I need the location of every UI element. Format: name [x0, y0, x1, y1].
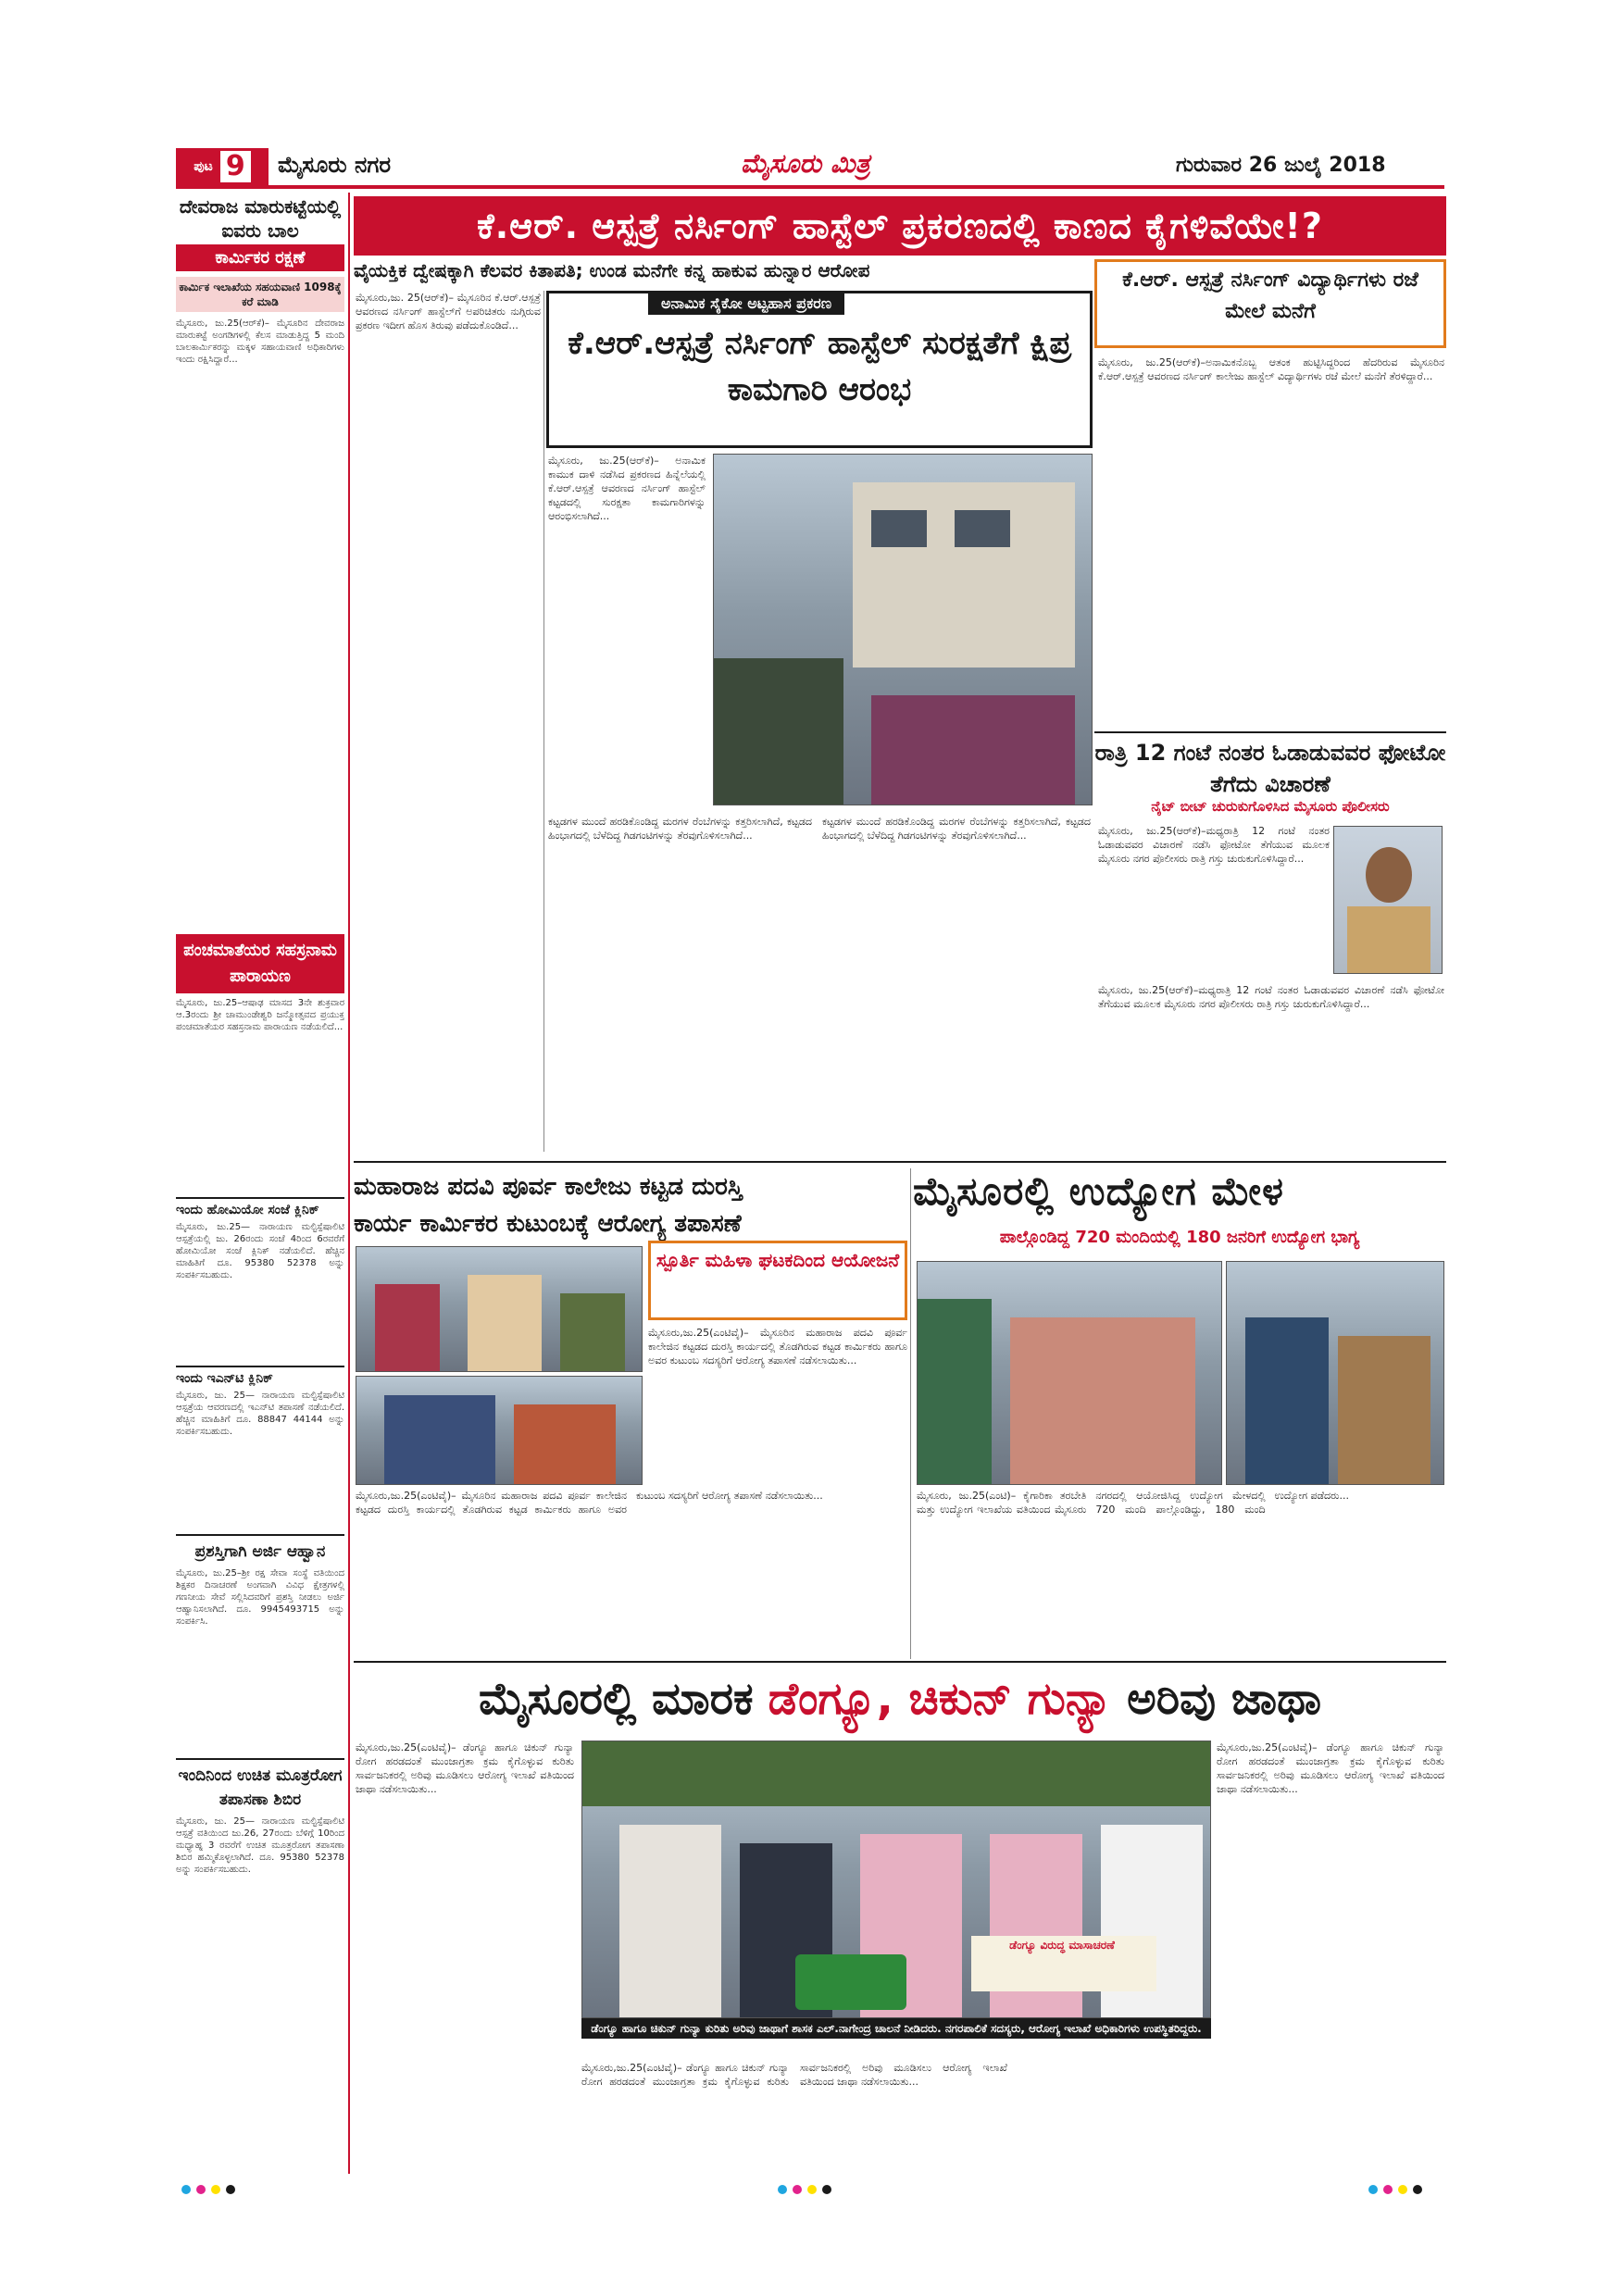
- section-rule: [1094, 731, 1446, 733]
- dengue-title-c: ಅರಿವು ಜಾಥಾ: [1127, 1672, 1322, 1725]
- left-story-3-title: ಇಂದು ಹೋಮಿಯೋ ಸಂಜೆ ಕ್ಲಿನಿಕ್: [176, 1197, 344, 1217]
- job-story-strap: ಪಾಲ್ಗೊಂಡಿದ್ದ 720 ಮಂದಿಯಲ್ಲಿ 180 ಜನರಿಗೆ ಉದ್ಯೋಗ ಭಾಗ್ಯ: [999, 1228, 1360, 1247]
- color-registration-dots: [1368, 2185, 1422, 2194]
- page-badge: [176, 148, 269, 185]
- dengue-title-b: ಡೆಂಗ್ಯೂ, ಚಿಕುನ್ ಗುನ್ಯಾ: [768, 1672, 1113, 1725]
- left-story-3-body: ಮೈಸೂರು, ಜು.25— ನಾರಾಯಣ ಮಲ್ಟಿಸ್ಪೆಷಾಲಿಟಿ ಆಸ್ಪತ್ರೆಯಲ್ಲಿ ಜು. 26ರಂದು ಸಂಜೆ 4ರಿಂದ 6ರವರೆಗೆ ಹೋಮಿಯೋ ಸಂಜೆ ಕ್ಲಿನಿಕ್ ನಡೆಯಲಿದೆ. ಹೆಚ್ಚಿನ ಮಾಹಿತಿಗೆ ದೂ. 95380 52378 ಅನ್ನು ಸಂಪರ್ಕಿಸಬಹುದು.: [176, 1222, 344, 1280]
- dengue-body-col3: ಮೈಸೂರು,ಜು.25(ಎಂಟಿವೈ)– ಡೆಂಗ್ಯೂ ಹಾಗೂ ಚಿಕುನ್ ಗುನ್ಯಾ ರೋಗ ಹರಡದಂತೆ ಮುಂಜಾಗ್ರತಾ ಕ್ರಮ ಕೈಗೊಳ್ಳುವ ಕುರಿತು ಸಾರ್ವಜನಿಕರಲ್ಲಿ ಅರಿವು ಮೂಡಿಸಲು ಆರೋಗ್ಯ ಇಲಾಖೆ ವತಿಯಿಂದ ಜಾಥಾ ನಡೆಸಲಾಯಿತು...: [1217, 1741, 1444, 1795]
- night-story-title: ರಾತ್ರಿ 12 ಗಂಟೆ ನಂತರ ಓಡಾಡುವವರ ಫೋಟೋ ತೆಗೆದು ವಿಚಾರಣೆ: [1094, 740, 1446, 797]
- dengue-title-a: ಮೈಸೂರಲ್ಲಿ ಮಾರಕ: [478, 1672, 754, 1725]
- newspaper-logo: ಮೈಸೂರು ಮಿತ್ರ: [741, 148, 870, 179]
- right-story-title: ಕೆ.ಆರ್. ಆಸ್ಪತ್ರೆ ನರ್ಸಿಂಗ್ ವಿದ್ಯಾರ್ಥಿಗಳು ರಜೆ ಮೇಲೆ ಮನೆಗೆ: [1122, 268, 1418, 323]
- hostel-photo: [713, 454, 1093, 805]
- issue-date: ಗುರುವಾರ 26 ಜುಲೈ 2018: [1176, 154, 1386, 177]
- night-story-body-b: ಮೈಸೂರು, ಜು.25(ಆರ್‌ಕೆ)–ಮಧ್ಯರಾತ್ರಿ 12 ಗಂಟೆ ನಂತರ ಓಡಾಡುವವರ ವಿಚಾರಣೆ ನಡೆಸಿ ಫೋಟೋ ತೆಗೆಯುವ ಮೂಲಕ ಮೈಸೂರು ನಗರ ಪೊಲೀಸರು ರಾತ್ರಿ ಗಸ್ತು ಚುರುಕುಗೊಳಿಸಿದ್ದಾರೆ...: [1098, 984, 1444, 1010]
- college-body-b: ಮೈಸೂರು,ಜು.25(ಎಂಟಿವೈ)– ಮೈಸೂರಿನ ಮಹಾರಾಜ ಪದವಿ ಪೂರ್ವ ಕಾಲೇಜಿನ ಕಟ್ಟಡದ ದುರಸ್ತಿ ಕಾರ್ಯದಲ್ಲಿ ತೊಡಗಿರುವ ಕಟ್ಟಡ ಕಾರ್ಮಿಕರು ಹಾಗೂ ಅವರ ಕುಟುಂಬ ಸದಸ್ಯರಿಗೆ ಆರೋಗ್ಯ ತಪಾಸಣೆ ನಡೆಸಲಾಯಿತು...: [356, 1490, 823, 1516]
- band-rule: [354, 1661, 1446, 1663]
- college-title-line2: ಕಾರ್ಯ ಕಾರ್ಮಿಕರ ಕುಟುಂಬಕ್ಕೆ ಆರೋಗ್ಯ ತಪಾಸಣೆ: [354, 1210, 742, 1238]
- rally-photo-caption: ಡೆಂಗ್ಯೂ ಹಾಗೂ ಚಿಕುನ್ ಗುನ್ಯಾ ಕುರಿತು ಅರಿವು ಜಾಥಾಗೆ ಶಾಸಕ ಎಲ್.ನಾಗೇಂದ್ರ ಚಾಲನೆ ನೀಡಿದರು. ನಗರಪಾಲಿಕೆ ಸದಸ್ಯರು, ಆರೋಗ್ಯ ಇಲಾಖೆ ಅಧಿಕಾರಿಗಳು ಉಪಸ್ಥಿತರಿದ್ದರು.: [581, 2018, 1211, 2039]
- lead-body-col4: ಕಟ್ಟಡಗಳ ಮುಂದೆ ಹರಡಿಕೊಂಡಿದ್ದ ಮರಗಳ ರೆಂಬೆಗಳನ್ನು ಕತ್ತರಿಸಲಾಗಿದೆ, ಕಟ್ಟಡದ ಹಿಂಭಾಗದಲ್ಲಿ ಬೆಳೆದಿದ್ದ ಗಿಡಗಂಟಿಗಳನ್ನು ತೆರವುಗೊಳಿಸಲಾಗಿದೆ...: [822, 816, 1091, 842]
- rally-photo: [581, 1741, 1211, 2018]
- college-title-line1: ಮಹಾರಾಜ ಪದವಿ ಪೂರ್ವ ಕಾಲೇಜು ಕಟ್ಟಡ ದುರಸ್ತಿ: [354, 1173, 743, 1201]
- job-fair-photo-2: [1226, 1261, 1444, 1485]
- left-story-1-title: ದೇವರಾಜ ಮಾರುಕಟ್ಟೆಯಲ್ಲಿ ಐವರು ಬಾಲ: [179, 195, 342, 242]
- dengue-story-title: [354, 1666, 1446, 1731]
- night-story-strap: ನೈಟ್ ಬೀಟ್ ಚುರುಕುಗೊಳಿಸಿದ ಮೈಸೂರು ಪೊಲೀಸರು: [1151, 798, 1390, 815]
- left-story-6-body: ಮೈಸೂರು, ಜು. 25— ನಾರಾಯಣ ಮಲ್ಟಿಸ್ಪೆಷಾಲಿಟಿ ಆಸ್ಪತ್ರೆ ವತಿಯಿಂದ ಜು.26, 27ರಂದು ಬೆಳಿಗ್ಗೆ 10ರಿಂದ ಮಧ್ಯಾಹ್ನ 3 ರವರೆಗೆ ಉಚಿತ ಮೂತ್ರರೋಗ ತಪಾಸಣಾ ಶಿಬಿರ ಹಮ್ಮಿಕೊಳ್ಳಲಾಗಿದೆ. ದೂ. 95380 52378 ಅನ್ನು ಸಂಪರ್ಕಿಸಬಹುದು.: [176, 1816, 344, 1875]
- left-story-5-body: ಮೈಸೂರು, ಜು.25–ಶ್ರೀ ರಕ್ಷ ಸೇವಾ ಸಂಸ್ಥೆ ವತಿಯಿಂದ ಶಿಕ್ಷಕರ ದಿನಾಚರಣೆ ಅಂಗವಾಗಿ ವಿವಿಧ ಕ್ಷೇತ್ರಗಳಲ್ಲಿ ಗಣನೀಯ ಸೇವೆ ಸಲ್ಲಿಸಿದವರಿಗೆ ಪ್ರಶಸ್ತಿ ನೀಡಲು ಅರ್ಜಿ ಆಹ್ವಾನಿಸಲಾಗಿದೆ. ದೂ. 9945493715 ಅನ್ನು ಸಂಪರ್ಕಿಸಿ.: [176, 1568, 344, 1627]
- inner-box-kicker: ಅನಾಮಿಕ ಸೈಕೋ ಅಟ್ಟಹಾಸ ಪ್ರಕರಣ: [648, 293, 844, 315]
- left-story-4-title: ಇಂದು ಇಎನ್‌ಟಿ ಕ್ಲಿನಿಕ್: [176, 1366, 344, 1386]
- left-story-5-title: ಪ್ರಶಸ್ತಿಗಾಗಿ ಅರ್ಜಿ ಆಹ್ವಾನ: [176, 1534, 344, 1564]
- job-fair-photo-1: [917, 1261, 1222, 1485]
- officer-portrait: [1333, 826, 1443, 974]
- job-story-body: ಮೈಸೂರು, ಜು.25(ಎಂಟಿ)– ಕೈಗಾರಿಕಾ ತರಬೇತಿ ಮತ್ತು ಉದ್ಯೋಗ ಇಲಾಖೆಯ ವತಿಯಿಂದ ಮೈಸೂರು ನಗರದಲ್ಲಿ ಆಯೋಜಿಸಿದ್ದ ಉದ್ಯೋಗ ಮೇಳದಲ್ಲಿ 720 ಮಂದಿ ಪಾಲ್ಗೊಂಡಿದ್ದು, 180 ಮಂದಿ ಉದ್ಯೋಗ ಪಡೆದರು...: [917, 1490, 1349, 1516]
- column-rule: [910, 1168, 911, 1659]
- color-registration-dots: [778, 2185, 831, 2194]
- left-story-1-sub: ಕಾರ್ಮಿಕ ಇಲಾಖೆಯ ಸಹಯವಾಣಿ 1098ಕ್ಕೆ ಕರೆ ಮಾಡಿ: [176, 277, 344, 312]
- left-story-4-body: ಮೈಸೂರು, ಜು. 25— ನಾರಾಯಣ ಮಲ್ಟಿಸ್ಪೆಷಾಲಿಟಿ ಆಸ್ಪತ್ರೆಯ ಆವರಣದಲ್ಲಿ ಇಎನ್‌ಟಿ ತಪಾಸಣೆ ನಡೆಯಲಿದೆ. ಹೆಚ್ಚಿನ ಮಾಹಿತಿಗೆ ದೂ. 88847 44144 ಅನ್ನು ಸಂಪರ್ಕಿಸಬಹುದು.: [176, 1391, 344, 1437]
- lead-body-col1: ಮೈಸೂರು,ಜು. 25(ಆರ್‌ಕೆ)– ಮೈಸೂರಿನ ಕೆ.ಆರ್.ಆಸ್ಪತ್ರೆ ಆವರಣದ ನರ್ಸಿಂಗ್ ಹಾಸ್ಟೆಲ್‌ಗೆ ಅಪರಿಚಿತರು ನುಗ್ಗಿರುವ ಪ್ರಕರಣ ಇದೀಗ ಹೊಸ ತಿರುವು ಪಡೆದುಕೊಂಡಿದೆ...: [356, 292, 541, 331]
- color-registration-dots: [181, 2185, 235, 2194]
- college-story-title: [354, 1168, 909, 1242]
- page-number: 9: [220, 151, 251, 182]
- inner-box-title: ಕೆ.ಆರ್.ಆಸ್ಪತ್ರೆ ನರ್ಸಿಂಗ್ ಹಾಸ್ಟೆಲ್ ಸುರಕ್ಷತೆಗೆ ಕ್ಷಿಪ್ರ ಕಾಮಗಾರಿ ಆರಂಭ: [568, 325, 1071, 408]
- left-story-2-title: ಪಂಚಮಾತೆಯರ ಸಹಸ್ರನಾಮ ಪಾರಾಯಣ: [176, 934, 344, 993]
- lead-strap: ವೈಯಕ್ತಿಕ ದ್ವೇಷಕ್ಕಾಗಿ ಕೆಲವರ ಕಿತಾಪತಿ; ಉಂಡ ಮನೆಗೇ ಕನ್ನ ಹಾಕುವ ಹುನ್ನಾರ ಆರೋಪ: [354, 259, 870, 281]
- left-story-6-title: ಇಂದಿನಿಂದ ಉಚಿತ ಮೂತ್ರರೋಗ ತಪಾಸಣಾ ಶಿಬಿರ: [176, 1758, 344, 1812]
- band-rule: [354, 1161, 1446, 1163]
- column-rule: [543, 291, 544, 1152]
- left-column-divider: [348, 193, 350, 2174]
- clinic-photo-1: [356, 1246, 643, 1372]
- rally-banner-text: ಡೆಂಗ್ಯೂ ವಿರುದ್ಧ ಮಾಸಾಚರಣೆ: [1009, 1939, 1115, 1952]
- left-column: [176, 193, 344, 2174]
- dengue-body-bottom: ಮೈಸೂರು,ಜು.25(ಎಂಟಿವೈ)– ಡೆಂಗ್ಯೂ ಹಾಗೂ ಚಿಕುನ್ ಗುನ್ಯಾ ರೋಗ ಹರಡದಂತೆ ಮುಂಜಾಗ್ರತಾ ಕ್ರಮ ಕೈಗೊಳ್ಳುವ ಕುರಿತು ಸಾರ್ವಜನಿಕರಲ್ಲಿ ಅರಿವು ಮೂಡಿಸಲು ಆರೋಗ್ಯ ಇಲಾಖೆ ವತಿಯಿಂದ ಜಾಥಾ ನಡೆಸಲಾಯಿತು...: [581, 2062, 1007, 2088]
- section-name: ಮೈಸೂರು ನಗರ: [278, 152, 392, 178]
- clinic-photo-2: [356, 1376, 643, 1485]
- right-story-body: ಮೈಸೂರು, ಜು.25(ಆರ್‌ಕೆ)–ಅನಾಮಿಕನೊಬ್ಬ ಆತಂಕ ಹುಟ್ಟಿಸಿದ್ದರಿಂದ ಹೆದರಿರುವ ಮೈಸೂರಿನ ಕೆ.ಆರ್.ಆಸ್ಪತ್ರೆ ಆವರಣದ ನರ್ಸಿಂಗ್ ಕಾಲೇಜು ಹಾಸ್ಟೆಲ್ ವಿದ್ಯಾರ್ಥಿಗಳು ರಜೆ ಮೇಲೆ ಮನೆಗೆ ತೆರಳಿದ್ದಾರೆ...: [1098, 356, 1444, 382]
- job-story-title: ಮೈಸೂರಲ್ಲಿ ಉದ್ಯೋಗ ಮೇಳ: [913, 1168, 1284, 1214]
- lead-headline: ಕೆ.ಆರ್. ಆಸ್ಪತ್ರೆ ನರ್ಸಿಂಗ್ ಹಾಸ್ಟೆಲ್ ಪ್ರಕರಣದಲ್ಲಿ ಕಾಣದ ಕೈಗಳಿವೆಯೇ!?: [354, 196, 1446, 256]
- left-story-2-body: ಮೈಸೂರು, ಜು.25–ಆಷಾಢ ಮಾಸದ 3ನೇ ಶುಕ್ರವಾರ ಆ.3ರಂದು ಶ್ರೀ ಚಾಮುಂಡೇಶ್ವರಿ ಜನ್ಮೋತ್ಸವದ ಪ್ರಯುಕ್ತ ಪಂಚಮಾತೆಯರ ಸಹಸ್ರನಾಮ ಪಾರಾಯಣ ನಡೆಯಲಿದೆ...: [176, 998, 344, 1032]
- left-story-1-band: ಕಾರ್ಮಿಕರ ರಕ್ಷಣೆ: [176, 244, 344, 271]
- night-story-body-a: ಮೈಸೂರು, ಜು.25(ಆರ್‌ಕೆ)–ಮಧ್ಯರಾತ್ರಿ 12 ಗಂಟೆ ನಂತರ ಓಡಾಡುವವರ ವಿಚಾರಣೆ ನಡೆಸಿ ಫೋಟೋ ತೆಗೆಯುವ ಮೂಲಕ ಮೈಸೂರು ನಗರ ಪೊಲೀಸರು ರಾತ್ರಿ ಗಸ್ತು ಚುರುಕುಗೊಳಿಸಿದ್ದಾರೆ...: [1098, 825, 1330, 865]
- left-story-1-body: ಮೈಸೂರು, ಜು.25(ಆರ್‌ಕೆ)– ಮೈಸೂರಿನ ದೇವರಾಜ ಮಾರುಕಟ್ಟೆ ಅಂಗಡಿಗಳಲ್ಲಿ ಕೆಲಸ ಮಾಡುತ್ತಿದ್ದ 5 ಮಂದಿ ಬಾಲಕಾರ್ಮಿಕರನ್ನು ಮಕ್ಕಳ ಸಹಾಯವಾಣಿ ಅಧಿಕಾರಿಗಳು ಇಂದು ರಕ್ಷಿಸಿದ್ದಾರೆ...: [176, 318, 344, 365]
- college-body-a: ಮೈಸೂರು,ಜು.25(ಎಂಟಿವೈ)– ಮೈಸೂರಿನ ಮಹಾರಾಜ ಪದವಿ ಪೂರ್ವ ಕಾಲೇಜಿನ ಕಟ್ಟಡದ ದುರಸ್ತಿ ಕಾರ್ಯದಲ್ಲಿ ತೊಡಗಿರುವ ಕಟ್ಟಡ ಕಾರ್ಮಿಕರು ಹಾಗೂ ಅವರ ಕುಟುಂಬ ಸದಸ್ಯರಿಗೆ ಆರೋಗ್ಯ ತಪಾಸಣೆ ನಡೆಸಲಾಯಿತು...: [648, 1327, 907, 1366]
- lead-body-col3: ಕಟ್ಟಡಗಳ ಮುಂದೆ ಹರಡಿಕೊಂಡಿದ್ದ ಮರಗಳ ರೆಂಬೆಗಳನ್ನು ಕತ್ತರಿಸಲಾಗಿದೆ, ಕಟ್ಟಡದ ಹಿಂಭಾಗದಲ್ಲಿ ಬೆಳೆದಿದ್ದ ಗಿಡಗಂಟಿಗಳನ್ನು ತೆರವುಗೊಳಿಸಲಾಗಿದೆ...: [548, 816, 812, 842]
- college-box-title: ಸ್ಪೂರ್ತಿ ಮಹಿಳಾ ಘಟಕದಿಂದ ಆಯೋಜನೆ: [656, 1249, 900, 1271]
- dengue-body-col1: ಮೈಸೂರು,ಜು.25(ಎಂಟಿವೈ)– ಡೆಂಗ್ಯೂ ಹಾಗೂ ಚಿಕುನ್ ಗುನ್ಯಾ ರೋಗ ಹರಡದಂತೆ ಮುಂಜಾಗ್ರತಾ ಕ್ರಮ ಕೈಗೊಳ್ಳುವ ಕುರಿತು ಸಾರ್ವಜನಿಕರಲ್ಲಿ ಅರಿವು ಮೂಡಿಸಲು ಆರೋಗ್ಯ ಇಲಾಖೆ ವತಿಯಿಂದ ಜಾಥಾ ನಡೆಸಲಾಯಿತು...: [356, 1741, 574, 1795]
- lead-body-col2: ಮೈಸೂರು, ಜು.25(ಆರ್‌ಕೆ)– ಅನಾಮಿಕ ಕಾಮುಕ ದಾಳಿ ನಡೆಸಿದ ಪ್ರಕರಣದ ಹಿನ್ನೆಲೆಯಲ್ಲಿ ಕೆ.ಆರ್.ಆಸ್ಪತ್ರೆ ಆವರಣದ ನರ್ಸಿಂಗ್ ಹಾಸ್ಟೆಲ್ ಕಟ್ಟಡದಲ್ಲಿ ಸುರಕ್ಷತಾ ಕಾಮಗಾರಿಗಳನ್ನು ಆರಂಭಿಸಲಾಗಿದೆ...: [548, 455, 706, 522]
- left-story-1-head: [176, 193, 344, 244]
- page-label: ಪುಟ: [194, 159, 213, 174]
